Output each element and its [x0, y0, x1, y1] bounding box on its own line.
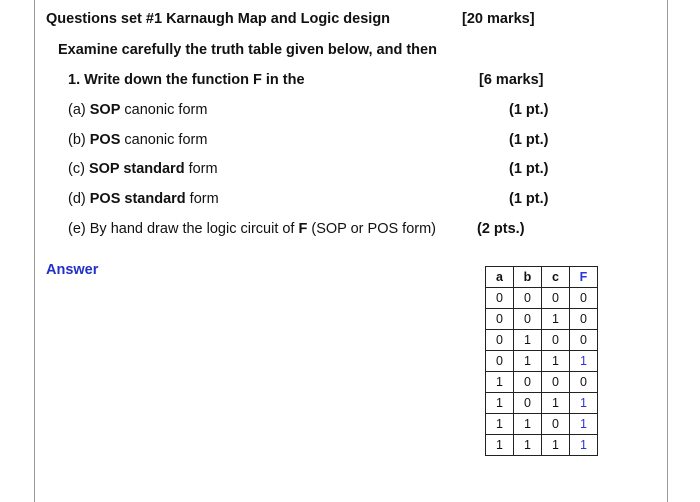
header-c: c	[542, 267, 570, 288]
header-f: F	[570, 267, 598, 288]
part-c-bold: SOP standard	[88, 161, 185, 177]
cell-f: 1	[570, 435, 598, 456]
cell-a: 1	[486, 393, 514, 414]
cell-a: 0	[486, 309, 514, 330]
part-d-prefix: (d)	[68, 191, 90, 207]
header-a: a	[486, 267, 514, 288]
part-b-prefix: (b)	[68, 132, 90, 148]
truth-table-header-row	[486, 267, 598, 288]
part-b	[68, 132, 207, 148]
cell-f: 1	[570, 393, 598, 414]
cell-c: 1	[542, 351, 570, 372]
cell-b: 1	[514, 414, 542, 435]
cell-f: 0	[570, 330, 598, 351]
question-title: Questions set #1 Karnaugh Map and Logic design	[46, 11, 391, 27]
cell-b: 0	[514, 372, 542, 393]
part-e-prefix: (e) By hand draw the logic circuit of	[68, 221, 299, 237]
cell-a: 1	[486, 414, 514, 435]
part-c-prefix: (c)	[68, 161, 89, 177]
part-d	[68, 191, 219, 207]
answer-label: Answer	[46, 262, 99, 278]
part-d-marks: (1 pt.)	[509, 191, 549, 207]
part-c-rest: form	[184, 161, 218, 177]
part-b-bold: POS	[89, 132, 121, 148]
cell-b: 1	[514, 435, 542, 456]
part-a-prefix: (a)	[68, 102, 90, 118]
part-e-rest: (SOP or POS form)	[307, 221, 437, 237]
table-row	[486, 414, 598, 435]
cell-c: 1	[542, 393, 570, 414]
part-e	[68, 221, 436, 237]
cell-a: 1	[486, 435, 514, 456]
cell-b: 1	[514, 330, 542, 351]
table-row	[486, 372, 598, 393]
cell-c: 1	[542, 435, 570, 456]
cell-f: 0	[570, 372, 598, 393]
part-a-bold: SOP	[89, 102, 121, 118]
part-a-rest: canonic form	[120, 102, 208, 118]
cell-c: 1	[542, 309, 570, 330]
part-c-marks: (1 pt.)	[509, 161, 549, 177]
cell-b: 0	[514, 393, 542, 414]
cell-f: 0	[570, 309, 598, 330]
part-b-rest: canonic form	[120, 132, 208, 148]
cell-b: 1	[514, 351, 542, 372]
part-d-rest: form	[185, 191, 219, 207]
part-b-marks: (1 pt.)	[509, 132, 549, 148]
part-d-bold: POS standard	[89, 191, 186, 207]
cell-b: 0	[514, 288, 542, 309]
header-b: b	[514, 267, 542, 288]
cell-a: 0	[486, 288, 514, 309]
cell-f: 1	[570, 351, 598, 372]
cell-b: 0	[514, 309, 542, 330]
table-row	[486, 309, 598, 330]
cell-c: 0	[542, 288, 570, 309]
table-row	[486, 393, 598, 414]
cell-f: 0	[570, 288, 598, 309]
cell-f: 1	[570, 414, 598, 435]
cell-c: 0	[542, 414, 570, 435]
part-a	[68, 102, 207, 118]
part-e-bold: F	[298, 221, 308, 237]
cell-a: 1	[486, 372, 514, 393]
table-row	[486, 288, 598, 309]
table-row	[486, 351, 598, 372]
part-e-marks: (2 pts.)	[477, 221, 525, 237]
table-row	[486, 330, 598, 351]
total-marks: [20 marks]	[462, 11, 535, 27]
cell-a: 0	[486, 351, 514, 372]
table-row	[486, 435, 598, 456]
part-a-marks: (1 pt.)	[509, 102, 549, 118]
truth-table	[485, 266, 598, 456]
question-1-text: 1. Write down the function F in the	[68, 72, 305, 88]
cell-a: 0	[486, 330, 514, 351]
cell-c: 0	[542, 330, 570, 351]
intro-text: Examine carefully the truth table given below, and then	[58, 42, 437, 58]
part-c	[68, 161, 218, 177]
question-1-marks: [6 marks]	[479, 72, 544, 88]
cell-c: 0	[542, 372, 570, 393]
